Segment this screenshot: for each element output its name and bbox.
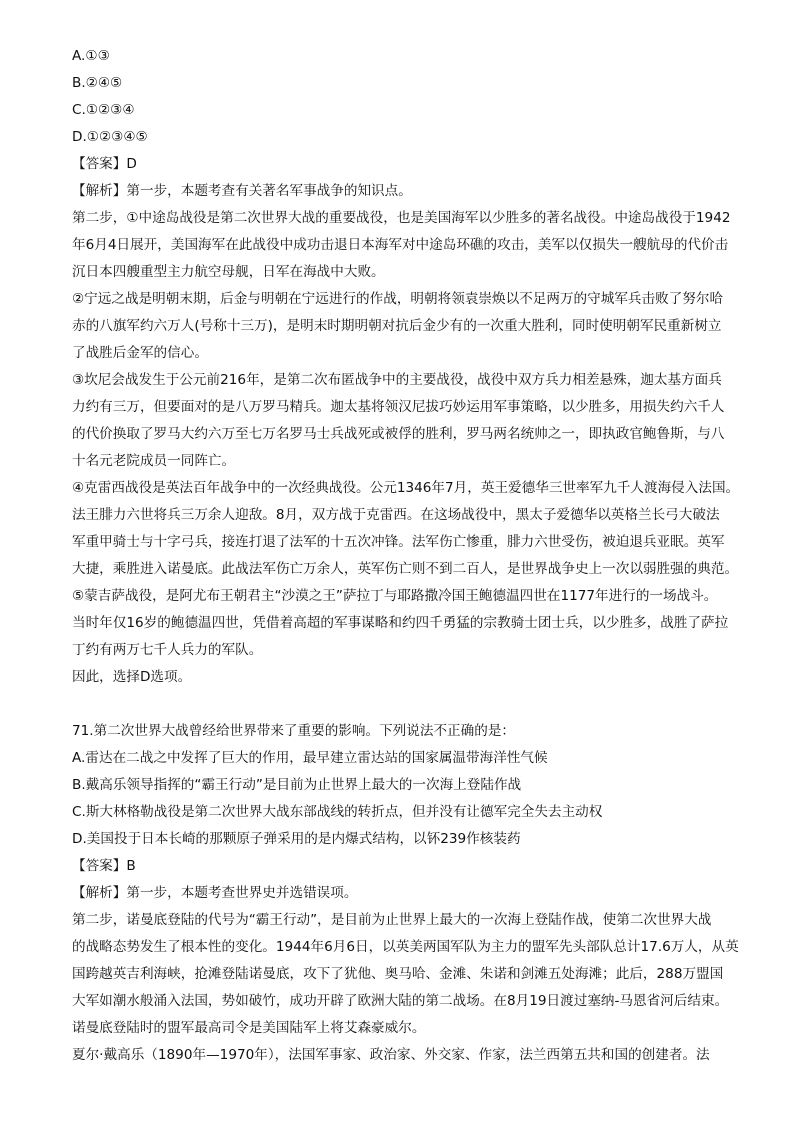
option-a: A.①③ [72,48,110,64]
paragraph-line: ③坎尼会战发生于公元前216年，是第二次布匿战争中的主要战役，战役中双方兵力相差悬殊，迦太基方面兵 [72,372,722,388]
analysis-line: 【解析】第一步，本题考查有关著名军事战争的知识点。 [72,183,412,199]
paragraph-line: 国跨越英吉利海峡，抢滩登陆诺曼底，攻下了犹他、奥马哈、金滩、朱诺和剑滩五处海滩；此后，288万盟国 [72,966,724,982]
option-d: D.美国投于日本长崎的那颗原子弹采用的是内爆式结构，以钚239作核装药 [72,831,521,847]
question-line: 71.第二次世界大战曾经给世界带来了重要的影响。下列说法不正确的是： [72,723,516,739]
option-c: C.斯大林格勒战役是第二次世界大战东部战线的转折点，但并没有让德军完全失去主动权 [72,804,603,820]
analysis-line: 【解析】第一步，本题考查世界史并选错误项。 [72,885,358,901]
paragraph-line: 的代价换取了罗马大约六万至七万名罗马士兵战死或被俘的胜利，罗马两名统帅之一，即执政官鲍鲁斯，与八 [72,426,725,442]
option-a: A.雷达在二战之中发挥了巨大的作用，最早建立雷达站的国家属温带海洋性气候 [72,750,548,766]
paragraph-line: 军重甲骑士与十字弓兵，接连打退了法军的十五次冲锋。法军伤亡惨重，腓力六世受伤，被迫退兵亚眠。英军 [72,534,725,550]
paragraph-line: 法王腓力六世将兵三万余人迎敌。8月，双方战于克雷西。在这场战役中，黑太子爱德华以英格兰长弓大破法 [72,507,720,523]
option-c: C.①②③④ [72,102,135,118]
answer-line: 【答案】B [72,858,136,874]
paragraph-line: 当时年仅16岁的鲍德温四世，凭借着高超的军事谋略和约四千勇猛的宗教骑士团士兵，以少胜多，战胜了萨拉 [72,615,729,631]
option-d: D.①②③④⑤ [72,129,148,145]
paragraph-line: 年6月4日展开，美国海军在此战役中成功击退日本海军对中途岛环礁的攻击，美军以仅损失一艘航母的代价击 [72,237,729,253]
paragraph-line: 丁约有两万七千人兵力的军队。 [72,642,263,658]
paragraph-line: 沉日本四艘重型主力航空母舰，日军在海战中大败。 [72,264,385,280]
paragraph-line: ⑤蒙吉萨战役，是阿尤布王朝君主“沙漠之王”萨拉丁与耶路撒冷国王鲍德温四世在1177年进行的一场战斗。 [72,588,718,604]
paragraph-line: 第二步，诺曼底登陆的代号为“霸王行动”，是目前为止世界上最大的一次海上登陆作战，使第二次世界大战 [72,912,712,928]
paragraph-line: 大捷，乘胜进入诺曼底。此战法军伤亡万余人，英军伤亡则不到二百人，是世界战争史上一次以弱胜强的典范。 [72,561,739,577]
paragraph-line: 赤的八旗军约六万人(号称十三万)，是明末时期明朝对抗后金少有的一次重大胜利，同时使明朝军民重新树立 [72,318,722,334]
paragraph-line: 十名元老院成员一同阵亡。 [72,453,236,469]
option-b: B.戴高乐领导指挥的“霸王行动”是目前为止世界上最大的一次海上登陆作战 [72,777,522,793]
paragraph-line: 的战略态势发生了根本性的变化。1944年6月6日，以英美两国军队为主力的盟军先头部队总计17.6万人，从英 [72,939,739,955]
paragraph-line: 夏尔·戴高乐（1890年—1970年），法国军事家、政治家、外交家、作家，法兰西第五共和国的创建者。法 [72,1047,710,1063]
paragraph-line: 大军如潮水般涌入法国，势如破竹，成功开辟了欧洲大陆的第二战场。在8月19日渡过塞纳-马恩省河后结束。 [72,993,729,1009]
paragraph-line: ②宁远之战是明朝末期，后金与明朝在宁远进行的作战，明朝将领袁崇焕以不足两万的守城军兵击败了努尔哈 [72,291,724,307]
option-b: B.②④⑤ [72,75,123,91]
paragraph-line: 第二步，①中途岛战役是第二次世界大战的重要战役，也是美国海军以少胜多的著名战役。中途岛战役于1942 [72,210,731,226]
paragraph-line: 诺曼底登陆时的盟军最高司令是美国陆军上将艾森豪威尔。 [72,1020,426,1036]
conclusion-line: 因此，选择D选项。 [72,669,192,685]
paragraph-line: 力约有三万，但要面对的是八万罗马精兵。迦太基将领汉尼拔巧妙运用军事策略，以少胜多，用损失约六千人 [72,399,725,415]
paragraph-line: 了战胜后金军的信心。 [72,345,208,361]
answer-line: 【答案】D [72,156,137,172]
paragraph-line: ④克雷西战役是英法百年战争中的一次经典战役。公元1346年7月，英王爱德华三世率军九千人渡海侵入法国。 [72,480,740,496]
